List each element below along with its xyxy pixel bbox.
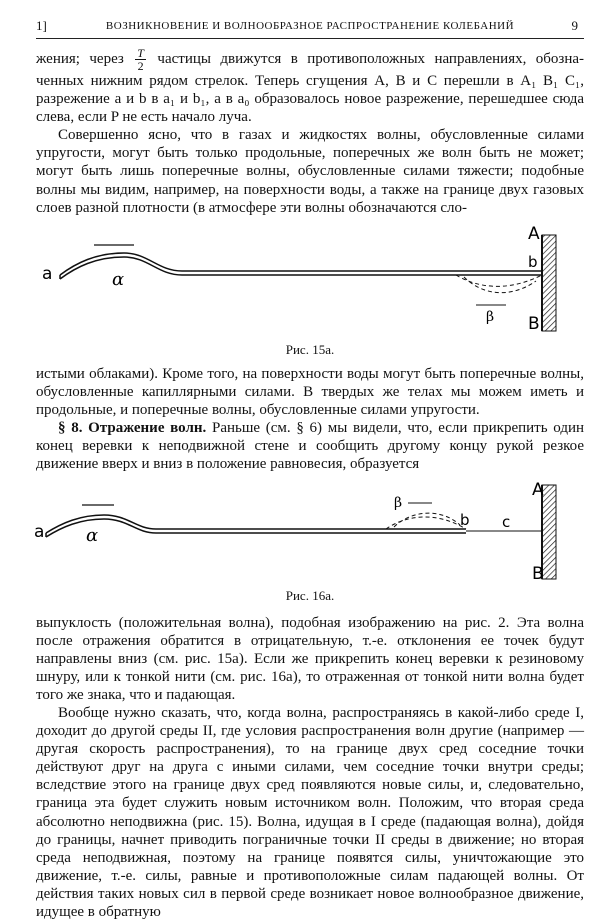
label-A: A [532,480,544,501]
paragraph-1-cont: частицы движутся в противоположных направлениях, обозна- [157,50,585,67]
label-alpha: α [112,268,125,290]
label-a: a [34,522,45,543]
label-a: a [42,263,53,284]
wall [542,485,556,579]
rope-wave [46,515,466,533]
label-b: b [460,511,470,530]
label-c: c [502,513,511,532]
label-A: A [528,223,540,244]
reflected-wave [456,275,542,286]
paragraph-1 [36,47,584,126]
label-b: b [528,252,538,271]
figure-15a-caption: Рис. 15а. [285,341,335,357]
paragraph-5: выпуклость (положительная волна), подобная изображению на рис. 2. Эта волна после отражения обратится в отрицательную, т.-е. отклонения ее точек будут направлены вниз (см. рис. 15а). Если же прикрепить конец веревки к резиновому шнуру, или к тонкой нити (см. рис. 16а), то отраженная от тонкой нити волна будет того же знака, что и падающая. [36,614,584,703]
section-heading: § 8. Отражение волн. [58,420,207,437]
label-B: B [528,313,540,334]
figure-16a [36,477,584,587]
rope-wave [60,253,542,275]
paragraph-3: истыми облаками). Кроме того, на поверхности воды могут быть поперечные волны, обусловленные капиллярными силами. В твердых же телах мы можем иметь и продольные, и поперечные волны, обусловленные силами упругости. [36,365,584,419]
label-beta: β [486,308,495,325]
label-beta: β [394,495,403,512]
label-alpha: α [86,525,99,547]
paragraph-4-text: Раньше (см. § 6) мы видели, что, если прикрепить один конец веревки к неподвижной стене и сообщить другому концу рукой резкое движение вверх и вниз в положение равновесия, образуется [36,420,585,473]
paragraph-6: Вообще нужно сказать, что, когда волна, распространяясь в какой-либо среде I, доходит до другой среды II, где условия распространения волн другие (например — другая скорость распространения), то на границе двух сред соседние точки действуют друг на друга с иными силами, чем соседние точки внутри среды; вследствие этого на границе двух сред появляются новые силы, и, следовательно, граница эта будет служить новым источником волн. Положим, что вторая среда абсолютно неподвижна (рис. 15). Волна, идущая в I среде (падающая волна), дойдя до границы, начнет приводить пограничные точки II среды в движение; но вторая среда неподвижная, поэтому на границе появятся силы, уничтожающие это движение, т.-е. силы, равные и противоположные силам падающей волны. От действия таких новых сил в первой среде возникает новое волнообразное движение, идущее в обратную [36,704,584,920]
fraction-t-over-2 [135,47,146,72]
page-number: 9 [571,18,578,33]
fraction-denominator: 2 [137,59,144,73]
figure-15a [36,223,584,341]
paragraph-2: Совершенно ясно, что в газах и жидкостях волны, обусловленные силами упругости, могут быть только продольные, поперечных же волн быть не может; могут быть лишь поперечные волны, обусловленные силами тяжести; подобные волны мы видим, например, на поверхности воды, а также на границе двух газовых слоев разной плотности (в атмосфере эти волны обозначаются сло- [36,127,584,216]
book-page [36,14,584,921]
reflected-wave [386,517,466,529]
fraction-numerator: T [137,46,144,60]
paragraph-1-start: жения; через [36,50,124,67]
label-B: B [532,564,544,585]
running-header [36,14,584,39]
figure-16a-caption: Рис. 16а. [285,588,335,604]
section-marker: 1] [36,18,47,33]
paragraph-4 [36,419,584,473]
wall [542,235,556,331]
paragraph-1-rest: ченных нижним рядом стрелок. Теперь сгущения A, B и C перешли в A₁ B₁ C₁, разрежение a и b в a₁ и b₁, а в a₀ образовалось новое разрежение, перешедшее сюда слева, если P не есть начало луча. [36,73,584,126]
running-title: ВОЗНИКНОВЕНИЕ И ВОЛНООБРАЗНОЕ РАСПРОСТРАНЕНИЕ КОЛЕБАНИЙ [105,20,515,32]
